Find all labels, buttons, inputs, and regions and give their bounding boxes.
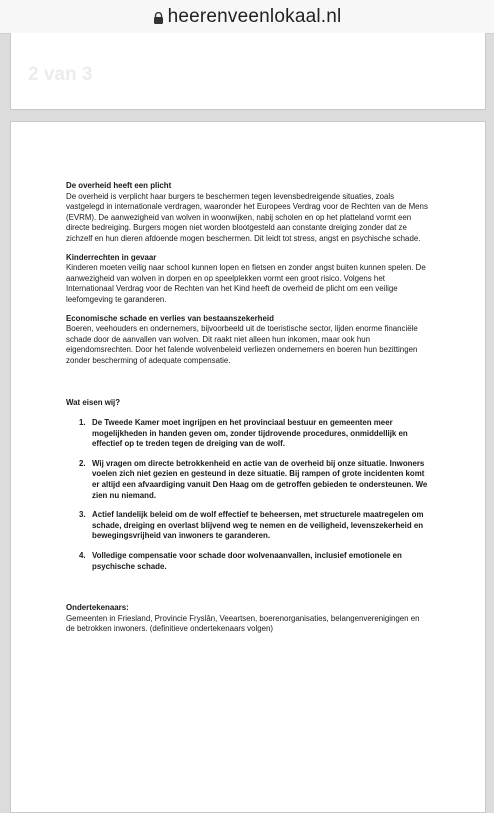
section-heading: De overheid heeft een plicht (66, 181, 172, 190)
document-content (66, 181, 430, 635)
browser-address-bar[interactable] (0, 0, 494, 34)
demand-item (79, 551, 430, 572)
demand-item (79, 510, 430, 542)
section-body: Boeren, veehouders en ondernemers, bijvoorbeeld uit de toeristische sector, lijden enorme financiële schade door de aanvallen van wolven. Dit raakt niet alleen hun inkomen, maar ook hun eigendomsrechten. Door het falende wolvenbeleid verliezen ondernemers en boeren hun bezittingen zonder bescherming of adequate compensatie. (66, 324, 418, 365)
demand-number: 1. (79, 418, 86, 428)
demand-text: Volledige compensatie voor schade door wolvenaanvallen, inclusief emotionele en psychische schade. (92, 551, 402, 571)
signatories-heading: Ondertekenaars: (66, 603, 129, 613)
section-economische-schade (66, 314, 430, 367)
section-heading: Economische schade en verlies van bestaanszekerheid (66, 313, 274, 323)
demand-number: 2. (79, 458, 86, 468)
demand-number: 3. (79, 510, 86, 520)
demand-text: Actief landelijk beleid om de wolf effectief te beheersen, met structurele maatregelen om schade, dreiging en overlast blijvend weg te nemen en de veiligheid, levenszekerheid en bewegingsvrijheid van inwoners te garanderen. (92, 510, 424, 541)
page-indicator: 2 van 3 (28, 64, 93, 85)
demand-item (79, 458, 430, 501)
demands-list (66, 418, 430, 572)
demands-title: Wat eisen wij? (66, 397, 121, 407)
section-body: Kinderen moeten veilig naar school kunnen lopen en fietsen en zonder angst buiten kunnen spelen. De aanwezigheid van wolven in dorpen en op speelplekken vormt een groot risico. Volgens het Internationaal Verdrag voor de Rechten van het Kind heeft de overheid de plicht om een veilige leefomgeving te garanderen. (66, 263, 426, 304)
lock-icon (153, 12, 164, 24)
demand-text: Wij vragen om directe betrokkenheid en actie van de overheid bij onze situatie. Inwoners voelen zich niet gezien en gesteund in deze situatie. Bij rampen of grote incidenten komt er altijd een afvaardiging vanuit Den Haag om de getroffen gebieden te ondersteunen. We zien nu niemand. (92, 458, 428, 500)
demand-item (79, 418, 430, 450)
section-kinderrechten (66, 253, 430, 306)
section-overheid (66, 181, 430, 245)
url-text: heerenveenlokaal.nl (167, 5, 342, 27)
signatories-body: Gemeenten in Friesland, Provincie Fryslân, Veeartsen, boerenorganisaties, belangenverenigingen en de betrokken inwoners. (definitieve ondertekenaars volgen) (66, 613, 420, 634)
demand-number: 4. (79, 551, 86, 561)
section-heading: Kinderrechten in gevaar (66, 252, 157, 262)
demand-text: De Tweede Kamer moet ingrijpen en het provinciaal bestuur en gemeenten meer mogelijkheden in handen geven om, zonder tijdrovende procedures, onmiddellijk en effectief op te treden tegen de dreiging van de wolf. (92, 418, 408, 449)
signatories (66, 603, 430, 635)
document-page (10, 121, 486, 813)
section-body: De overheid is verplicht haar burgers te beschermen tegen levensbedreigende situaties, zoals vastgelegd in internationale verdragen, waaronder het Europees Verdrag voor de Rechten van de Mens (EVRM). De aanwezigheid van wolven in woonwijken, nabij scholen en op het platteland vormt een directe bedreiging. Burgers mogen niet worden blootgesteld aan constante dreiging zonder dat ze zichzelf en hun dieren afdoende mogen beschermen. Dit leidt tot stress, angst en psychische schade. (66, 191, 428, 243)
